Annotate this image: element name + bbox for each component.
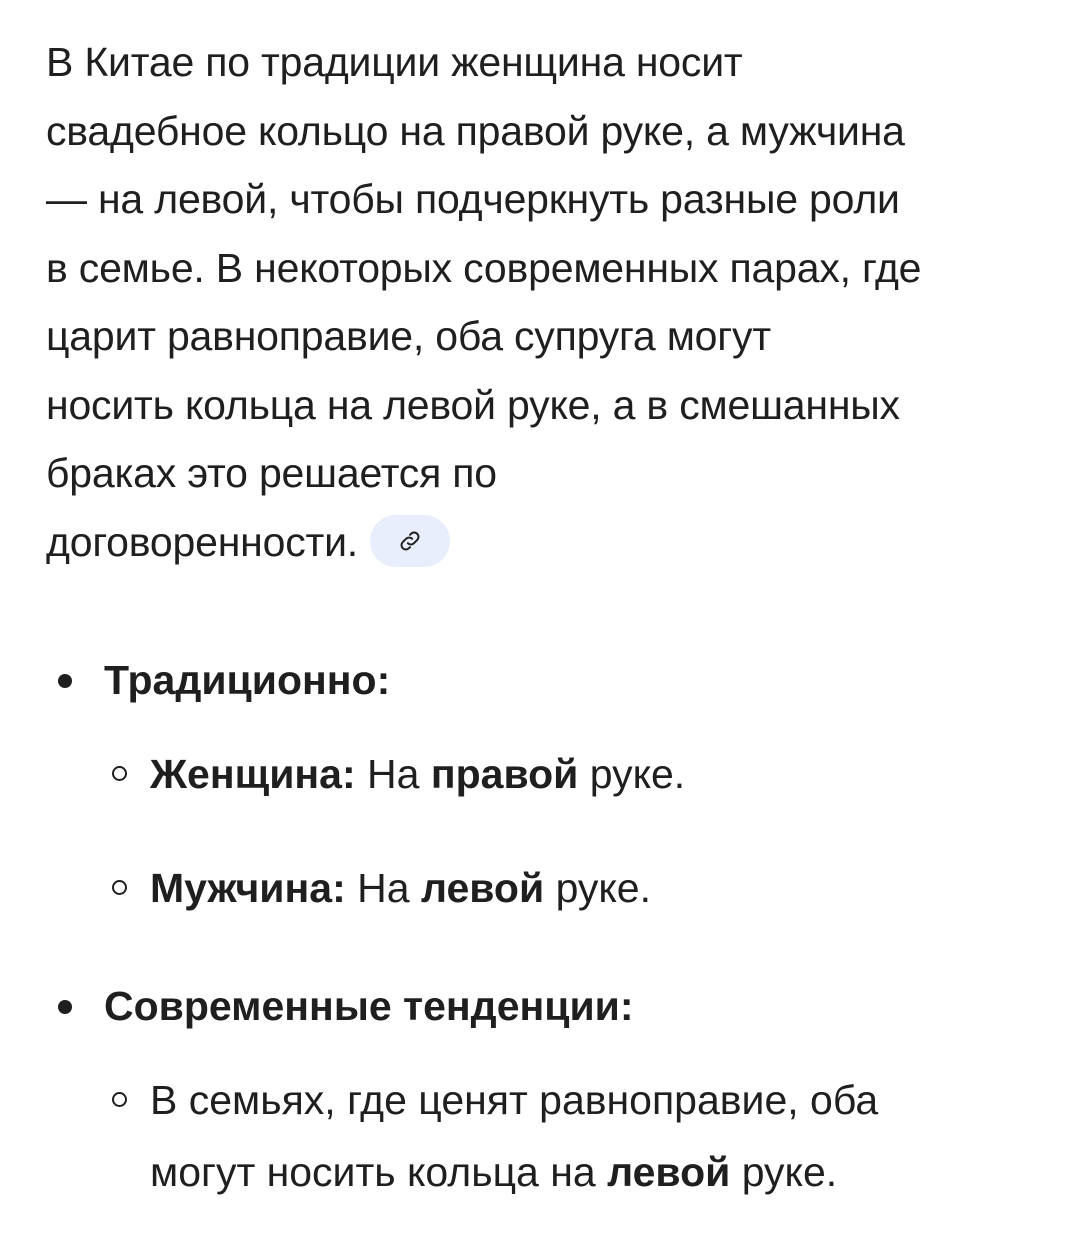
intro-line-last [46,508,1046,577]
sub-list-item [104,738,1046,810]
intro-paragraph [46,28,1046,576]
section-label: Традиционно: [104,657,391,703]
item-emphasis: левой [607,1149,731,1195]
item-text: В семьях, где ценят равноправие, оба [150,1077,879,1123]
item-text: руке. [578,751,686,797]
intro-line: свадебное кольцо на правой руке, а мужчина [46,107,905,154]
item-text: На [355,751,431,797]
intro-line: в семье. В некоторых современных парах, где [46,244,922,291]
response-content [46,28,1046,1236]
intro-line-text: договоренности. [46,518,358,565]
item-line [150,1136,1046,1208]
intro-line: — на левой, чтобы подчеркнуть разные роли [46,176,900,222]
item-text: могут носить кольца на [150,1149,608,1195]
intro-line: носить кольца на левой руке, а в смешанных [46,381,900,428]
bullet-list [46,640,1046,1208]
bullet-circle [112,880,127,895]
list-item [46,966,1046,1208]
bullet-circle [112,766,127,781]
source-link-button[interactable] [370,515,450,567]
item-text: На [345,865,421,911]
list-item [46,640,1046,924]
intro-line: царит равноправие, оба супруга могут [46,313,771,359]
bullet-dot [58,1000,72,1014]
item-emphasis: левой [420,865,545,911]
item-text: руке. [544,865,651,911]
item-text: руке. [730,1149,838,1195]
sub-list-item [104,1064,1046,1208]
intro-line: В Китае по традиции женщина носит [46,39,743,85]
link-icon [397,528,423,554]
intro-line: браках это решается по [46,450,497,496]
bullet-dot [58,674,72,688]
section-label: Современные тенденции: [104,983,634,1029]
sub-list-item [104,852,1046,924]
item-lead: Мужчина: [150,865,346,911]
sub-list [104,1064,1046,1208]
item-emphasis: правой [430,751,579,797]
item-lead: Женщина: [150,751,356,797]
sub-list [104,738,1046,924]
bullet-circle [112,1092,127,1107]
